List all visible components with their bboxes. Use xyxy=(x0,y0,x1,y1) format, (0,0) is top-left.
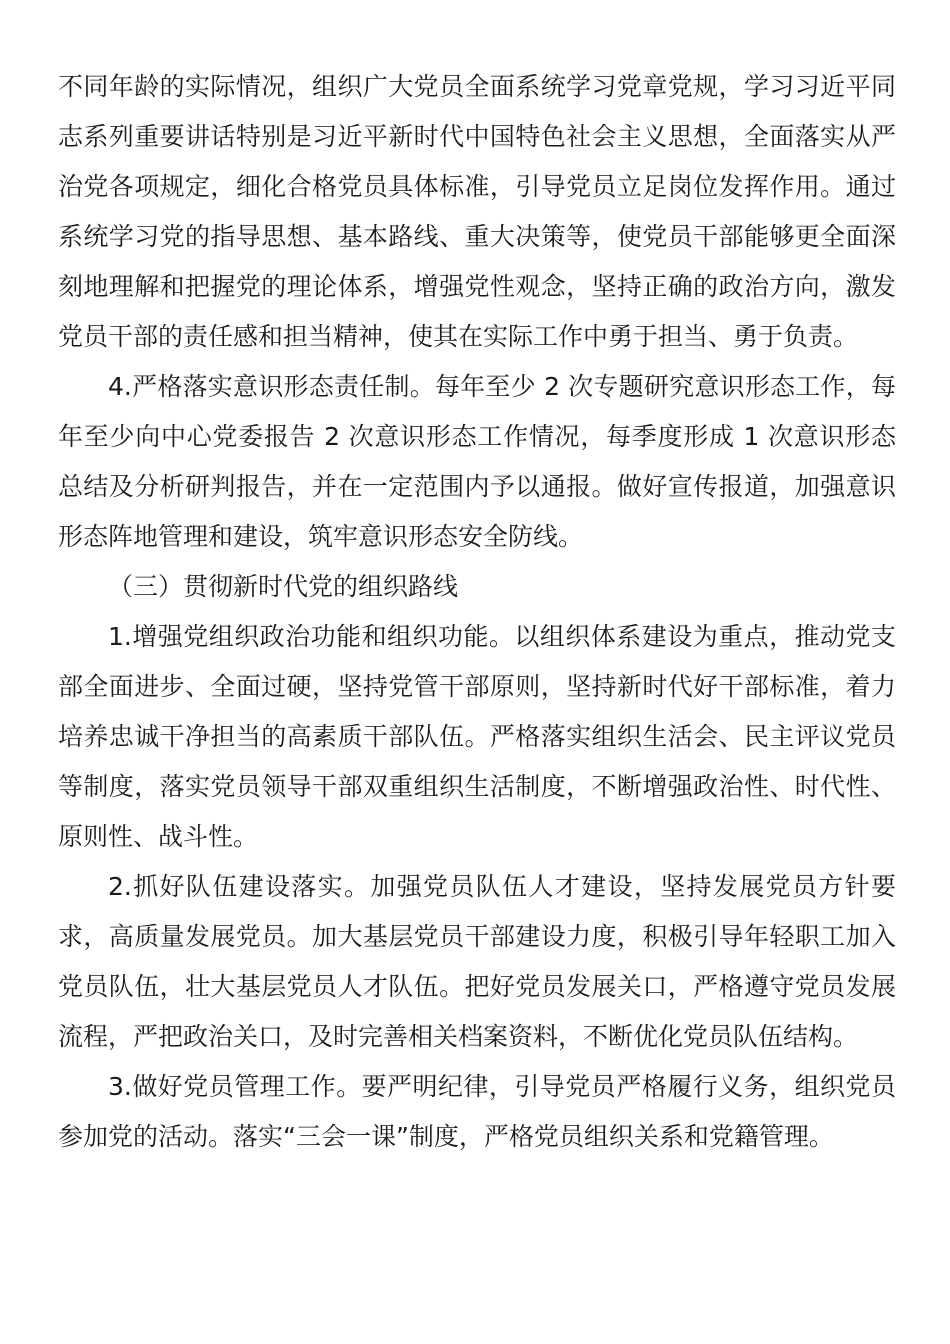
paragraph-member-management: 3.做好党员管理工作。要严明纪律，引导党员严格履行义务，组织党员参加党的活动。落实“三会一课”制度，严格党员组织关系和党籍管理。 xyxy=(58,1072,896,1151)
paragraph-team-building: 2.抓好队伍建设落实。加强党员队伍人才建设，坚持发展党员方针要求，高质量发展党员。加大基层党员干部建设力度，积极引导年轻职工加入党员队伍，壮大基层党员人才队伍。把好党员发展关口，严格遵守党员发展流程，严把政治关口，及时完善相关档案资料，不断优化党员队伍结构。 xyxy=(58,872,896,1051)
paragraph-ideology-responsibility: 4.严格落实意识形态责任制。每年至少 2 次专题研究意识形态工作，每年至少向中心党委报告 2 次意识形态工作情况，每季度形成 1 次意识形态总结及分析研判报告，并在一定范围内予以通报。做好宣传报道，加强意识形态阵地管理和建设，筑牢意识形态安全防线。 xyxy=(58,372,896,551)
section-heading-organization-line: （三）贯彻新时代党的组织路线 xyxy=(108,572,459,601)
paragraph-organization-function: 1.增强党组织政治功能和组织功能。以组织体系建设为重点，推动党支部全面进步、全面过硬，坚持党管干部原则，坚持新时代好干部标准，着力培养忠诚干净担当的高素质干部队伍。严格落实组织生活会、民主评议党员等制度，落实党员领导干部双重组织生活制度，不断增强政治性、时代性、原则性、战斗性。 xyxy=(58,622,896,851)
document-body xyxy=(58,62,896,1162)
paragraph-continued: 不同年龄的实际情况，组织广大党员全面系统学习党章党规，学习习近平同志系列重要讲话特别是习近平新时代中国特色社会主义思想，全面落实从严治党各项规定，细化合格党员具体标准，引导党员立足岗位发挥作用。通过系统学习党的指导思想、基本路线、重大决策等，使党员干部能够更全面深刻地理解和把握党的理论体系，增强党性观念，坚持正确的政治方向，激发党员干部的责任感和担当精神，使其在实际工作中勇于担当、勇于负责。 xyxy=(58,72,896,351)
